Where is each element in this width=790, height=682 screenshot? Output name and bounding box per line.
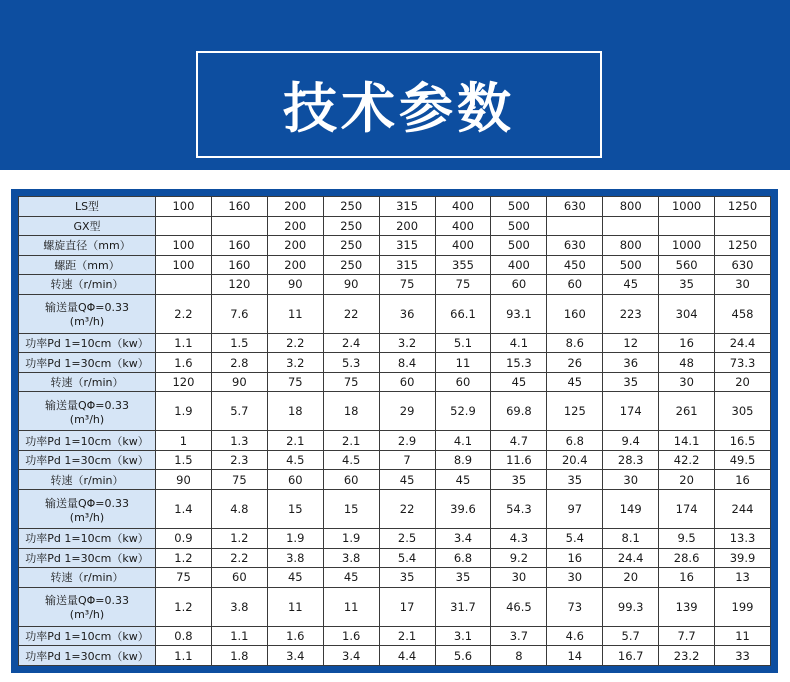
table-cell: 2.9 bbox=[379, 431, 435, 451]
table-row bbox=[19, 626, 771, 646]
row-label-text: 功率Pd 1=30cm（kw） bbox=[25, 454, 149, 468]
parameter-table-frame bbox=[11, 189, 778, 673]
table-row bbox=[19, 372, 771, 392]
row-label-text: 功率Pd 1=10cm（kw） bbox=[25, 434, 149, 448]
table-cell: 160 bbox=[211, 255, 267, 275]
table-cell: 1.2 bbox=[156, 548, 212, 568]
table-cell: 15 bbox=[323, 490, 379, 529]
table-cell: 2.3 bbox=[211, 450, 267, 470]
table-cell: 13 bbox=[715, 568, 771, 588]
table-cell: 9.5 bbox=[659, 529, 715, 549]
table-cell: 223 bbox=[603, 294, 659, 333]
table-cell: 4.8 bbox=[211, 490, 267, 529]
table-cell bbox=[156, 275, 212, 295]
table-cell: 120 bbox=[156, 372, 212, 392]
table-row bbox=[19, 646, 771, 666]
table-cell: 11 bbox=[435, 353, 491, 373]
table-cell: 35 bbox=[547, 470, 603, 490]
table-cell: 16 bbox=[715, 470, 771, 490]
row-label bbox=[19, 450, 156, 470]
table-cell: 630 bbox=[547, 236, 603, 256]
table-cell: 75 bbox=[211, 470, 267, 490]
table-cell: 60 bbox=[379, 372, 435, 392]
table-cell: 15 bbox=[267, 490, 323, 529]
table-cell: 24.4 bbox=[715, 333, 771, 353]
table-cell: 14 bbox=[547, 646, 603, 666]
table-cell: 66.1 bbox=[435, 294, 491, 333]
row-label bbox=[19, 490, 156, 529]
table-cell: 39.6 bbox=[435, 490, 491, 529]
table-cell: 9.4 bbox=[603, 431, 659, 451]
table-cell: 458 bbox=[715, 294, 771, 333]
table-cell: 355 bbox=[435, 255, 491, 275]
table-cell: 315 bbox=[379, 255, 435, 275]
table-cell: 160 bbox=[211, 197, 267, 217]
table-cell: 305 bbox=[715, 392, 771, 431]
row-label-unit: (m³/h) bbox=[69, 315, 105, 329]
table-cell: 3.4 bbox=[267, 646, 323, 666]
row-label-text: 功率Pd 1=30cm（kw） bbox=[25, 356, 149, 370]
table-cell: 174 bbox=[603, 392, 659, 431]
table-cell: 1250 bbox=[715, 197, 771, 217]
table-cell: 22 bbox=[379, 490, 435, 529]
table-cell: 5.4 bbox=[379, 548, 435, 568]
table-row bbox=[19, 333, 771, 353]
table-cell: 500 bbox=[491, 216, 547, 236]
table-cell: 200 bbox=[267, 216, 323, 236]
table-cell: 60 bbox=[435, 372, 491, 392]
table-cell: 45 bbox=[323, 568, 379, 588]
table-cell: 1.8 bbox=[211, 646, 267, 666]
table-cell: 5.3 bbox=[323, 353, 379, 373]
table-cell: 11 bbox=[267, 294, 323, 333]
row-label-unit: (m³/h) bbox=[69, 510, 105, 524]
row-label bbox=[19, 646, 156, 666]
row-label bbox=[19, 216, 156, 236]
table-cell: 60 bbox=[211, 568, 267, 588]
table-cell: 90 bbox=[156, 470, 212, 490]
table-cell: 8.1 bbox=[603, 529, 659, 549]
table-cell: 200 bbox=[267, 197, 323, 217]
row-label-text: 转速（r/min） bbox=[50, 571, 124, 585]
row-label-text: 功率Pd 1=10cm（kw） bbox=[25, 630, 149, 644]
table-cell: 2.2 bbox=[267, 333, 323, 353]
table-cell: 60 bbox=[547, 275, 603, 295]
table-cell: 35 bbox=[435, 568, 491, 588]
table-cell: 48 bbox=[659, 353, 715, 373]
table-cell: 18 bbox=[323, 392, 379, 431]
table-cell: 46.5 bbox=[491, 587, 547, 626]
table-cell: 5.7 bbox=[211, 392, 267, 431]
table-cell: 4.3 bbox=[491, 529, 547, 549]
table-cell: 6.8 bbox=[547, 431, 603, 451]
row-label-text: 功率Pd 1=30cm（kw） bbox=[25, 649, 149, 663]
page-title: 技术参数 bbox=[283, 77, 515, 140]
table-cell: 28.3 bbox=[603, 450, 659, 470]
row-label bbox=[19, 626, 156, 646]
table-cell: 500 bbox=[491, 236, 547, 256]
table-cell: 100 bbox=[156, 236, 212, 256]
table-cell: 200 bbox=[379, 216, 435, 236]
table-row bbox=[19, 490, 771, 529]
table-cell: 1.4 bbox=[156, 490, 212, 529]
table-cell: 4.6 bbox=[547, 626, 603, 646]
table-cell: 174 bbox=[659, 490, 715, 529]
table-cell: 560 bbox=[659, 255, 715, 275]
table-cell: 450 bbox=[547, 255, 603, 275]
table-cell: 5.7 bbox=[603, 626, 659, 646]
table-cell: 73 bbox=[547, 587, 603, 626]
table-cell: 9.2 bbox=[491, 548, 547, 568]
table-cell: 250 bbox=[323, 197, 379, 217]
table-cell: 4.5 bbox=[267, 450, 323, 470]
table-cell: 4.1 bbox=[435, 431, 491, 451]
row-label-text: 转速（r/min） bbox=[50, 473, 124, 487]
table-cell: 315 bbox=[379, 236, 435, 256]
table-cell: 12 bbox=[603, 333, 659, 353]
row-label-text: LS型 bbox=[74, 200, 100, 214]
table-cell: 4.7 bbox=[491, 431, 547, 451]
table-cell: 1.1 bbox=[156, 333, 212, 353]
table-cell: 200 bbox=[267, 236, 323, 256]
table-cell: 75 bbox=[267, 372, 323, 392]
table-cell: 5.1 bbox=[435, 333, 491, 353]
table-cell: 100 bbox=[156, 197, 212, 217]
table-cell: 2.4 bbox=[323, 333, 379, 353]
table-row bbox=[19, 255, 771, 275]
table-cell: 75 bbox=[379, 275, 435, 295]
table-cell: 200 bbox=[267, 255, 323, 275]
table-cell: 8.4 bbox=[379, 353, 435, 373]
table-cell: 1.2 bbox=[211, 529, 267, 549]
table-cell: 20 bbox=[715, 372, 771, 392]
table-cell: 199 bbox=[715, 587, 771, 626]
table-cell: 13.3 bbox=[715, 529, 771, 549]
table-cell: 90 bbox=[211, 372, 267, 392]
table-cell: 304 bbox=[659, 294, 715, 333]
table-cell: 1.9 bbox=[323, 529, 379, 549]
table-cell: 8 bbox=[491, 646, 547, 666]
table-cell: 1.5 bbox=[156, 450, 212, 470]
table-cell: 1.1 bbox=[211, 626, 267, 646]
table-row bbox=[19, 587, 771, 626]
row-label-text: 螺距（mm） bbox=[54, 258, 120, 272]
table-cell: 500 bbox=[603, 255, 659, 275]
table-cell: 28.6 bbox=[659, 548, 715, 568]
table-cell: 16.5 bbox=[715, 431, 771, 451]
table-row bbox=[19, 450, 771, 470]
table-cell: 630 bbox=[715, 255, 771, 275]
table-cell: 400 bbox=[491, 255, 547, 275]
table-cell: 16 bbox=[659, 568, 715, 588]
table-cell: 0.8 bbox=[156, 626, 212, 646]
table-cell: 45 bbox=[547, 372, 603, 392]
table-cell: 16 bbox=[547, 548, 603, 568]
table-cell: 1.9 bbox=[267, 529, 323, 549]
table-cell: 1.6 bbox=[156, 353, 212, 373]
table-cell: 4.5 bbox=[323, 450, 379, 470]
table-cell: 400 bbox=[435, 236, 491, 256]
table-cell: 400 bbox=[435, 197, 491, 217]
table-row bbox=[19, 470, 771, 490]
table-cell: 20 bbox=[659, 470, 715, 490]
table-cell: 1.3 bbox=[211, 431, 267, 451]
table-cell: 17 bbox=[379, 587, 435, 626]
table-cell: 100 bbox=[156, 255, 212, 275]
table-row bbox=[19, 236, 771, 256]
table-cell: 630 bbox=[547, 197, 603, 217]
row-label-text: 输送量QΦ=0.33 bbox=[44, 496, 130, 510]
table-cell: 1250 bbox=[715, 236, 771, 256]
row-label bbox=[19, 275, 156, 295]
row-label bbox=[19, 372, 156, 392]
table-cell: 54.3 bbox=[491, 490, 547, 529]
table-cell: 3.2 bbox=[379, 333, 435, 353]
table-cell: 3.8 bbox=[211, 587, 267, 626]
table-cell: 24.4 bbox=[603, 548, 659, 568]
table-cell bbox=[211, 216, 267, 236]
table-cell: 60 bbox=[491, 275, 547, 295]
table-cell: 11.6 bbox=[491, 450, 547, 470]
table-cell: 1.9 bbox=[156, 392, 212, 431]
table-cell: 261 bbox=[659, 392, 715, 431]
table-cell: 75 bbox=[435, 275, 491, 295]
table-cell: 52.9 bbox=[435, 392, 491, 431]
table-cell: 18 bbox=[267, 392, 323, 431]
table-cell: 75 bbox=[323, 372, 379, 392]
table-row bbox=[19, 529, 771, 549]
table-cell: 30 bbox=[547, 568, 603, 588]
table-cell: 29 bbox=[379, 392, 435, 431]
row-label bbox=[19, 568, 156, 588]
table-cell: 2.2 bbox=[156, 294, 212, 333]
table-cell: 1.2 bbox=[156, 587, 212, 626]
table-cell: 30 bbox=[491, 568, 547, 588]
table-cell: 1.5 bbox=[211, 333, 267, 353]
table-row bbox=[19, 353, 771, 373]
table-cell: 22 bbox=[323, 294, 379, 333]
table-cell: 5.6 bbox=[435, 646, 491, 666]
table-cell: 99.3 bbox=[603, 587, 659, 626]
table-cell: 1000 bbox=[659, 197, 715, 217]
table-cell: 315 bbox=[379, 197, 435, 217]
table-cell: 2.2 bbox=[211, 548, 267, 568]
table-row bbox=[19, 568, 771, 588]
table-cell: 90 bbox=[267, 275, 323, 295]
table-row bbox=[19, 275, 771, 295]
table-cell: 400 bbox=[435, 216, 491, 236]
table-cell: 125 bbox=[547, 392, 603, 431]
title-banner bbox=[0, 0, 790, 170]
table-cell: 45 bbox=[603, 275, 659, 295]
table-cell: 2.1 bbox=[323, 431, 379, 451]
table-cell: 149 bbox=[603, 490, 659, 529]
table-cell: 3.1 bbox=[435, 626, 491, 646]
row-label bbox=[19, 353, 156, 373]
table-cell: 3.4 bbox=[435, 529, 491, 549]
table-cell: 60 bbox=[267, 470, 323, 490]
row-label bbox=[19, 197, 156, 217]
table-cell: 90 bbox=[323, 275, 379, 295]
table-cell: 2.1 bbox=[379, 626, 435, 646]
table-cell: 3.7 bbox=[491, 626, 547, 646]
row-label-text: 输送量QΦ=0.33 bbox=[44, 301, 130, 315]
table-cell: 4.1 bbox=[491, 333, 547, 353]
table-cell bbox=[156, 216, 212, 236]
table-cell bbox=[603, 216, 659, 236]
table-cell: 49.5 bbox=[715, 450, 771, 470]
table-cell: 139 bbox=[659, 587, 715, 626]
table-cell: 16 bbox=[659, 333, 715, 353]
row-label-text: 螺旋直径（mm） bbox=[43, 239, 131, 253]
parameter-table bbox=[18, 196, 771, 666]
table-cell: 1000 bbox=[659, 236, 715, 256]
table-cell: 60 bbox=[323, 470, 379, 490]
row-label-text: 转速（r/min） bbox=[50, 376, 124, 390]
table-cell: 3.8 bbox=[323, 548, 379, 568]
row-label bbox=[19, 255, 156, 275]
table-cell: 160 bbox=[547, 294, 603, 333]
table-cell: 20 bbox=[603, 568, 659, 588]
table-row bbox=[19, 548, 771, 568]
table-cell: 75 bbox=[156, 568, 212, 588]
row-label-text: 功率Pd 1=10cm（kw） bbox=[25, 337, 149, 350]
row-label-text: 功率Pd 1=10cm（kw） bbox=[25, 532, 149, 546]
table-cell: 800 bbox=[603, 236, 659, 256]
table-cell: 69.8 bbox=[491, 392, 547, 431]
table-cell: 26 bbox=[547, 353, 603, 373]
table-cell: 11 bbox=[267, 587, 323, 626]
table-cell: 800 bbox=[603, 197, 659, 217]
table-cell: 500 bbox=[491, 197, 547, 217]
table-row bbox=[19, 431, 771, 451]
row-label-unit: (m³/h) bbox=[69, 608, 105, 622]
table-cell: 35 bbox=[659, 275, 715, 295]
table-cell: 33 bbox=[715, 646, 771, 666]
row-label bbox=[19, 470, 156, 490]
table-row bbox=[19, 197, 771, 217]
table-cell: 7.6 bbox=[211, 294, 267, 333]
title-box bbox=[196, 51, 602, 158]
table-cell: 6.8 bbox=[435, 548, 491, 568]
row-label-unit: (m³/h) bbox=[69, 412, 105, 426]
table-cell: 1.6 bbox=[323, 626, 379, 646]
table-cell: 11 bbox=[323, 587, 379, 626]
table-cell: 5.4 bbox=[547, 529, 603, 549]
table-cell: 8.6 bbox=[547, 333, 603, 353]
table-cell: 45 bbox=[379, 470, 435, 490]
table-cell: 3.2 bbox=[267, 353, 323, 373]
table-cell: 1.6 bbox=[267, 626, 323, 646]
table-cell: 14.1 bbox=[659, 431, 715, 451]
table-row bbox=[19, 294, 771, 333]
table-cell: 73.3 bbox=[715, 353, 771, 373]
table-cell: 15.3 bbox=[491, 353, 547, 373]
row-label bbox=[19, 548, 156, 568]
table-row bbox=[19, 216, 771, 236]
table-cell: 11 bbox=[715, 626, 771, 646]
row-label bbox=[19, 587, 156, 626]
table-cell bbox=[659, 216, 715, 236]
table-cell: 35 bbox=[491, 470, 547, 490]
row-label-text: 功率Pd 1=30cm（kw） bbox=[25, 551, 149, 565]
table-cell: 30 bbox=[659, 372, 715, 392]
table-cell: 0.9 bbox=[156, 529, 212, 549]
row-label bbox=[19, 294, 156, 333]
table-cell: 8.9 bbox=[435, 450, 491, 470]
table-cell: 23.2 bbox=[659, 646, 715, 666]
table-cell: 250 bbox=[323, 216, 379, 236]
table-cell: 45 bbox=[267, 568, 323, 588]
row-label bbox=[19, 236, 156, 256]
table-cell bbox=[715, 216, 771, 236]
table-cell: 2.5 bbox=[379, 529, 435, 549]
table-cell: 3.8 bbox=[267, 548, 323, 568]
table-cell: 20.4 bbox=[547, 450, 603, 470]
table-cell: 36 bbox=[379, 294, 435, 333]
table-cell: 3.4 bbox=[323, 646, 379, 666]
row-label bbox=[19, 529, 156, 549]
table-cell: 45 bbox=[435, 470, 491, 490]
table-cell: 250 bbox=[323, 236, 379, 256]
table-cell: 93.1 bbox=[491, 294, 547, 333]
table-cell: 42.2 bbox=[659, 450, 715, 470]
table-cell: 39.9 bbox=[715, 548, 771, 568]
table-cell: 97 bbox=[547, 490, 603, 529]
row-label-text: GX型 bbox=[73, 219, 101, 233]
table-cell: 2.1 bbox=[267, 431, 323, 451]
table-cell: 45 bbox=[491, 372, 547, 392]
table-cell: 35 bbox=[379, 568, 435, 588]
table-row bbox=[19, 392, 771, 431]
row-label-text: 转速（r/min） bbox=[50, 278, 124, 292]
row-label bbox=[19, 431, 156, 451]
table-cell: 7 bbox=[379, 450, 435, 470]
table-cell: 30 bbox=[603, 470, 659, 490]
table-cell: 30 bbox=[715, 275, 771, 295]
table-cell: 4.4 bbox=[379, 646, 435, 666]
table-cell: 31.7 bbox=[435, 587, 491, 626]
table-cell bbox=[547, 216, 603, 236]
table-cell: 1 bbox=[156, 431, 212, 451]
table-cell: 36 bbox=[603, 353, 659, 373]
table-cell: 250 bbox=[323, 255, 379, 275]
row-label-text: 输送量QΦ=0.33 bbox=[44, 594, 130, 608]
table-cell: 120 bbox=[211, 275, 267, 295]
row-label bbox=[19, 333, 156, 353]
table-cell: 35 bbox=[603, 372, 659, 392]
table-cell: 16.7 bbox=[603, 646, 659, 666]
table-cell: 2.8 bbox=[211, 353, 267, 373]
row-label-text: 输送量QΦ=0.33 bbox=[44, 398, 130, 412]
row-label bbox=[19, 392, 156, 431]
table-cell: 160 bbox=[211, 236, 267, 256]
table-cell: 1.1 bbox=[156, 646, 212, 666]
table-cell: 7.7 bbox=[659, 626, 715, 646]
table-cell: 244 bbox=[715, 490, 771, 529]
